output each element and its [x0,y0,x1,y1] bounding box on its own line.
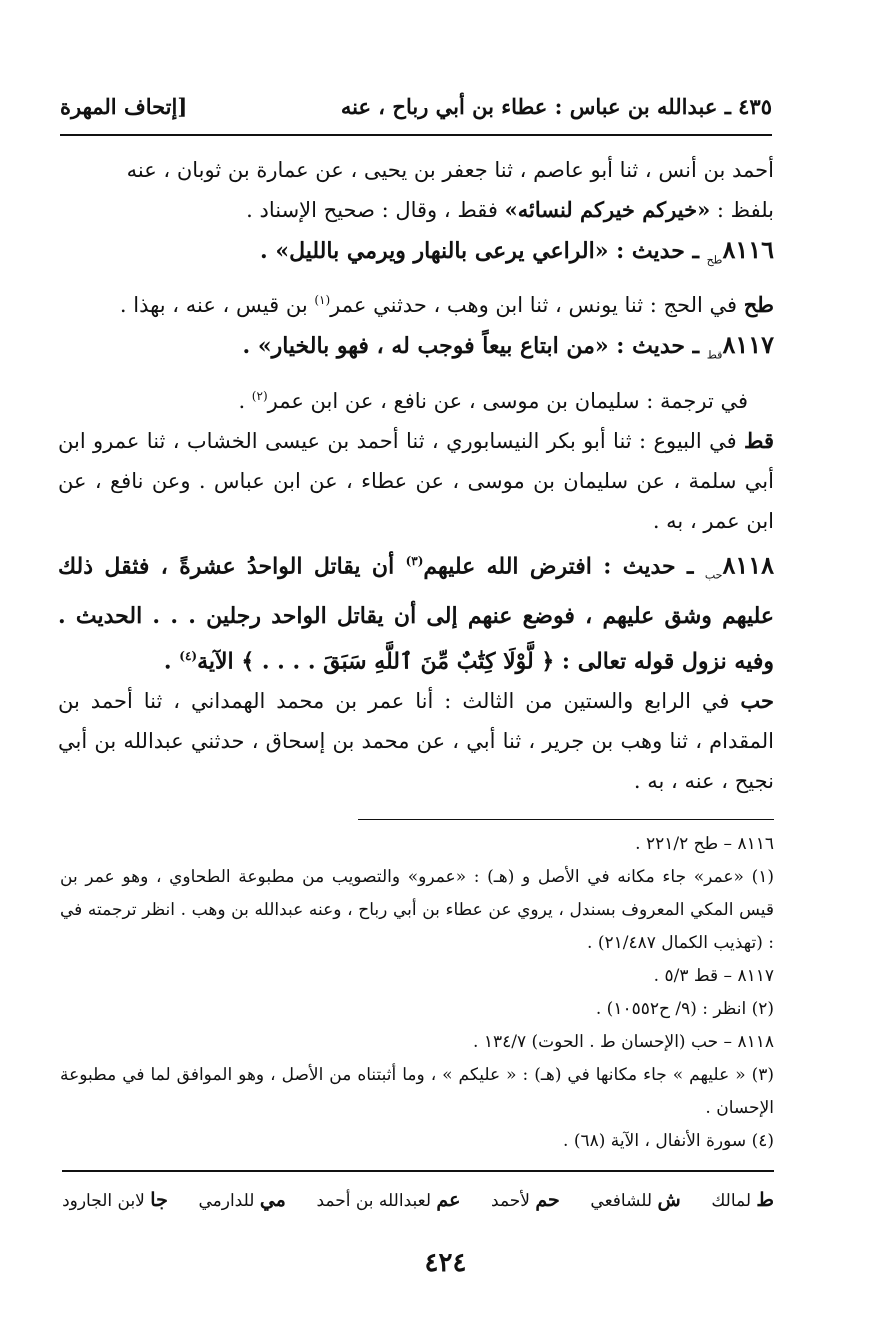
paragraph-text: في البيوع : ثنا أبو بكر النيسابوري ، ثنا أحمد بن عيسى الخشاب ، ثنا عمرو ابن أبي سلمة ، عن سليمان بن موسى ، عن عطاء ، عن ابن عباس . وعن نافع ، عن ابن عمر ، به . [58,428,774,533]
footnote: (٣) « عليهم » جاء مكانها في (هـ) : « عليكم » ، وما أثبتناه من الأصل ، وهو الموافق لما في مطبوعة الإحسان . [60,1065,774,1118]
footnote-marker[interactable]: (٢) [251,388,268,403]
source-abbr: قط [744,427,774,453]
footnote-marker[interactable]: (١) [314,293,331,308]
paragraph-text: بلفظ : [710,198,774,222]
hadith-text: أن يقاتل الواحدُ عشرةً ، فثقل ذلك عليهم وشق عليهم ، فوضع عنهم إلى أن يقاتل الواحد رجلين . . . الحديث . وفيه نزول قوله تعالى : ﴿ لَّوْلَا كِتَٰبٌ مِّنَ ٱللَّهِ سَبَقَ . . . . ﴾ الآية [58,553,774,674]
isnad-paragraph [58,681,774,801]
footnote-separator [358,819,774,820]
paragraph [58,190,774,230]
paragraph-text: فقط ، وقال : صحيح الإسناد . [246,198,505,222]
isnad-paragraph [58,376,774,421]
hadith-number: ٨١١٦ [722,235,774,264]
hadith-entry-8117 [58,325,774,375]
main-text [58,150,774,801]
footnote-marker[interactable]: (٤) [179,648,198,663]
quoted-hadith: «خيركم خيركم لنسائه» [504,197,711,222]
legend-item: مي للدارمي [198,1189,286,1211]
hadith-entry-8118 [58,541,774,681]
isnad-paragraph [58,280,774,325]
paragraph-text: في الرابع والستين من الثالث : أنا عمر بن محمد الهمداني ، ثنا أحمد بن المقدام ، ثنا وهب بن جرير ، ثنا أبي ، عن محمد بن إسحاق ، حدثني عبدالله بن أبي نجيح ، عنه ، به . [58,688,774,793]
hadith-text: ـ حديث : افترض الله عليهم [423,553,705,580]
abbreviation-legend [62,1180,774,1220]
hadith-text: ـ حديث : «الراعي يرعى بالنهار ويرمي بالليل» . [260,238,707,264]
header-rule [60,134,772,136]
footnote-marker[interactable]: (٣) [405,553,424,568]
source-abbr: حب [740,687,774,713]
source-abbr: حب [704,568,723,582]
footnote: ٨١١٧ – قط ٥/٣ . [653,966,774,986]
hadith-entry-8116 [58,230,774,280]
hadith-text: . [163,647,180,674]
footnote: ٨١١٦ – طح ٢٢١/٢ . [635,834,774,854]
hadith-number: ٨١١٨ [722,550,774,580]
legend-item: جا لابن الجارود [62,1189,168,1211]
paragraph-text: بن قيس ، عنه ، بهذا . [119,293,315,318]
legend-item: حم لأحمد [491,1189,560,1211]
legend-item: عم لعبدالله بن أحمد [316,1189,461,1211]
footnote: ٨١١٨ – حب (الإحسان ط . الحوت) ١٣٤/٧ . [473,1032,774,1052]
paragraph [58,150,774,190]
header-book-title: [إتحاف المهرة [60,93,188,119]
footnotes [60,828,774,1158]
legend-item: ش للشافعي [590,1189,681,1211]
legend-item: ط لمالك [711,1189,774,1211]
footnote: (٢) انظر : (٩/ ح١٠٥٥٢) . [595,999,774,1019]
source-abbr: طح [743,292,774,318]
paragraph-text: أحمد بن أنس ، ثنا أبو عاصم ، ثنا جعفر بن يحيى ، عن عمارة بن ثوبان ، عنه [126,158,774,182]
running-header [60,88,772,124]
paragraph-text: . [238,388,252,413]
footnote: (١) «عمر» جاء مكانه في الأصل و (هـ) : «عمرو» والتصويب من مطبوعة الطحاوي ، وهو عمر بن قيس المكي المعروف بسندل ، يروي عن عطاء بن أبي رباح ، وعنه عبدالله بن وهب . انظر ترجمته في : (تهذيب الكمال ٢١/٤٨٧) . [60,867,774,953]
legend-rule [62,1170,774,1172]
hadith-number: ٨١١٧ [722,330,774,360]
isnad-paragraph [58,421,774,541]
header-chapter-title: ٤٣٥ ـ عبدالله بن عباس : عطاء بن أبي رباح ، عنه [340,93,772,119]
source-abbr: قط [706,348,723,362]
paragraph-text: في الحج : ثنا يونس ، ثنا ابن وهب ، حدثني عمر [330,293,744,318]
footnote: (٤) سورة الأنفال ، الآية (٦٨) . [563,1131,774,1151]
hadith-text: ـ حديث : «من ابتاع بيعاً فوجب له ، فهو بالخيار» . [242,333,707,360]
source-abbr: طح [706,253,723,267]
page-number: ٤٢٤ [424,1248,467,1278]
paragraph-text: في ترجمة : سليمان بن موسى ، عن نافع ، عن ابن عمر [267,388,748,413]
